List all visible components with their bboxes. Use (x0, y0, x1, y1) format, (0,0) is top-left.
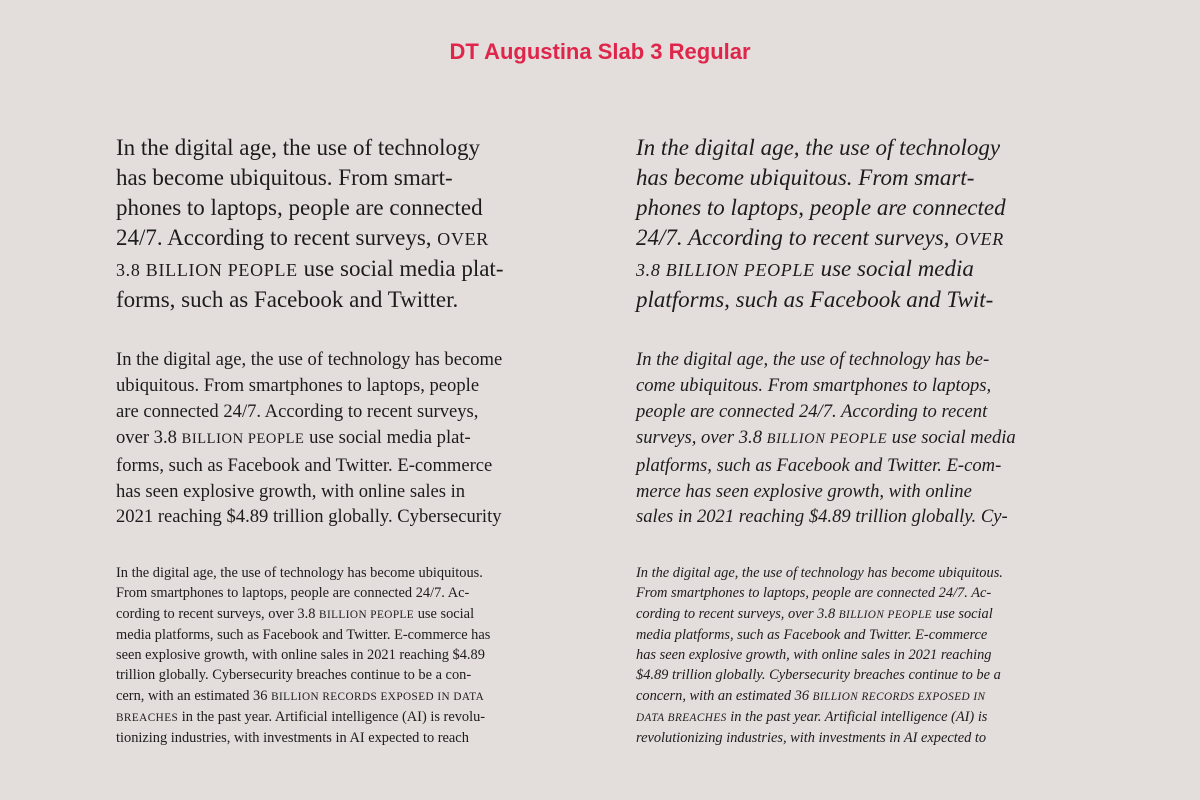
roman-large-paragraph (116, 133, 503, 315)
text-line (116, 425, 502, 453)
text-line (636, 583, 1003, 603)
small-caps-run: BILLION PEOPLE (838, 608, 932, 621)
text-line (636, 399, 1016, 425)
text-line (636, 728, 1003, 748)
small-caps-run: 3.8 BILLION PEOPLE (116, 260, 298, 280)
text-run: cording to recent surveys, over 3.8 (116, 605, 320, 622)
text-line (116, 347, 502, 373)
text-run: sales in 2021 reaching $4.89 trillion globally. Cy- (636, 506, 1008, 528)
text-run: use social (932, 605, 993, 622)
text-line (116, 625, 490, 645)
text-line (636, 223, 1006, 254)
text-line (636, 347, 1016, 373)
text-line (636, 504, 1016, 530)
text-run: cern, with an estimated 36 (116, 687, 272, 704)
text-line (116, 686, 490, 707)
text-line (636, 665, 1003, 685)
italic-small-paragraph (636, 563, 1003, 749)
text-line (116, 604, 490, 625)
small-caps-run: OVER (955, 229, 1004, 249)
small-caps-run: 3.8 BILLION PEOPLE (636, 260, 815, 280)
text-run: has seen explosive growth, with online sales in 2021 reaching (636, 647, 992, 664)
text-line (636, 645, 1003, 665)
text-line (636, 707, 1003, 728)
text-run: cording to recent surveys, over 3.8 (636, 605, 839, 622)
text-run: use social media (887, 426, 1016, 448)
text-line (116, 223, 503, 254)
roman-small-paragraph (116, 563, 490, 749)
small-caps-run: BREACHES (116, 712, 179, 725)
text-run: phones to laptops, people are connected (116, 195, 483, 220)
text-run: In the digital age, the use of technology (116, 135, 481, 160)
text-run: In the digital age, the use of technology (636, 135, 1001, 160)
text-run: ubiquitous. From smartphones to laptops, people (116, 374, 480, 396)
text-line (116, 665, 490, 685)
text-run: In the digital age, the use of technology has become (116, 349, 503, 370)
text-line (116, 728, 490, 748)
text-run: media platforms, such as Facebook and Twitter. E-commerce has (116, 626, 491, 643)
italic-large-paragraph (636, 133, 1006, 315)
text-line (116, 645, 490, 665)
text-run: In the digital age, the use of technology has be- (636, 349, 990, 370)
text-run: In the digital age, the use of technology has become ubiquitous. (636, 565, 1003, 581)
roman-medium-paragraph (116, 347, 502, 530)
text-run: come ubiquitous. From smartphones to laptops, (636, 374, 992, 396)
small-caps-run: BILLION PEOPLE (766, 430, 888, 447)
text-line (636, 604, 1003, 625)
text-line (636, 625, 1003, 645)
text-line (116, 373, 502, 399)
text-run: phones to laptops, people are connected (636, 195, 1006, 220)
text-run: has become ubiquitous. From smart- (116, 165, 453, 190)
text-line (636, 163, 1006, 193)
text-line (116, 285, 503, 315)
text-line (636, 254, 1006, 285)
text-run: From smartphones to laptops, people are connected 24/7. Ac- (116, 585, 470, 602)
text-run: platforms, such as Facebook and Twit- (636, 287, 994, 312)
text-run: concern, with an estimated 36 (636, 687, 813, 704)
text-run: forms, such as Facebook and Twitter. E-commerce (116, 454, 493, 476)
text-line (116, 583, 490, 603)
text-line (636, 373, 1016, 399)
specimen-title: DT Augustina Slab 3 Regular (449, 39, 751, 64)
text-line (636, 563, 1003, 583)
text-run: in the past year. Artificial intelligence (AI) is (726, 709, 988, 726)
small-caps-run: BILLION RECORDS EXPOSED IN (812, 690, 986, 703)
text-line (116, 133, 503, 163)
text-run: people are connected 24/7. According to recent (636, 400, 988, 422)
text-run: use social media plat- (304, 426, 471, 448)
text-line (116, 453, 502, 479)
text-line (636, 193, 1006, 223)
text-run: use social media (814, 256, 974, 281)
small-caps-run: BILLION PEOPLE (319, 608, 415, 621)
text-run: 24/7. According to recent surveys, (636, 225, 956, 250)
text-run: 24/7. According to recent surveys, (116, 225, 438, 250)
text-line (636, 479, 1016, 505)
text-line (116, 563, 490, 583)
text-run: revolutionizing industries, with investments in AI expected to (636, 730, 987, 747)
text-line (636, 133, 1006, 163)
text-run: trillion globally. Cybersecurity breaches continue to be a con- (116, 667, 472, 684)
text-line (116, 707, 490, 728)
text-run: tionizing industries, with investments in AI expected to reach (116, 730, 469, 747)
text-run: in the past year. Artificial intelligence (AI) is revolu- (178, 709, 486, 726)
text-line (116, 193, 503, 223)
text-run: 2021 reaching $4.89 trillion globally. Cybersecurity (116, 506, 502, 528)
text-run: are connected 24/7. According to recent surveys, (116, 400, 479, 422)
text-line (116, 254, 503, 285)
text-run: seen explosive growth, with online sales in 2021 reaching $4.89 (116, 647, 485, 664)
small-caps-run: BILLION RECORDS EXPOSED IN DATA (271, 690, 485, 703)
text-line (636, 453, 1016, 479)
text-run: has become ubiquitous. From smart- (636, 165, 975, 190)
text-line (116, 479, 502, 505)
italic-medium-paragraph (636, 347, 1016, 530)
text-line (636, 425, 1016, 453)
text-run: platforms, such as Facebook and Twitter. E-com- (636, 454, 1002, 476)
small-caps-run: DATA BREACHES (636, 712, 727, 725)
text-run: over 3.8 (116, 426, 182, 448)
text-run: forms, such as Facebook and Twitter. (116, 287, 459, 312)
small-caps-run: BILLION PEOPLE (181, 430, 305, 447)
text-run: merce has seen explosive growth, with online (636, 480, 972, 502)
text-run: surveys, over 3.8 (636, 426, 767, 448)
small-caps-run: OVER (437, 229, 489, 249)
text-line (636, 686, 1003, 707)
text-run: use social (414, 605, 475, 622)
text-run: has seen explosive growth, with online sales in (116, 480, 466, 502)
text-run: media platforms, such as Facebook and Twitter. E-commerce (636, 626, 988, 643)
text-line (116, 399, 502, 425)
text-run: use social media plat- (297, 256, 504, 281)
text-run: In the digital age, the use of technology has become ubiquitous. (116, 565, 483, 581)
text-run: From smartphones to laptops, people are connected 24/7. Ac- (636, 585, 992, 602)
text-line (116, 504, 502, 530)
text-run: $4.89 trillion globally. Cybersecurity breaches continue to be a (636, 667, 1001, 684)
text-line (636, 285, 1006, 315)
text-line (116, 163, 503, 193)
